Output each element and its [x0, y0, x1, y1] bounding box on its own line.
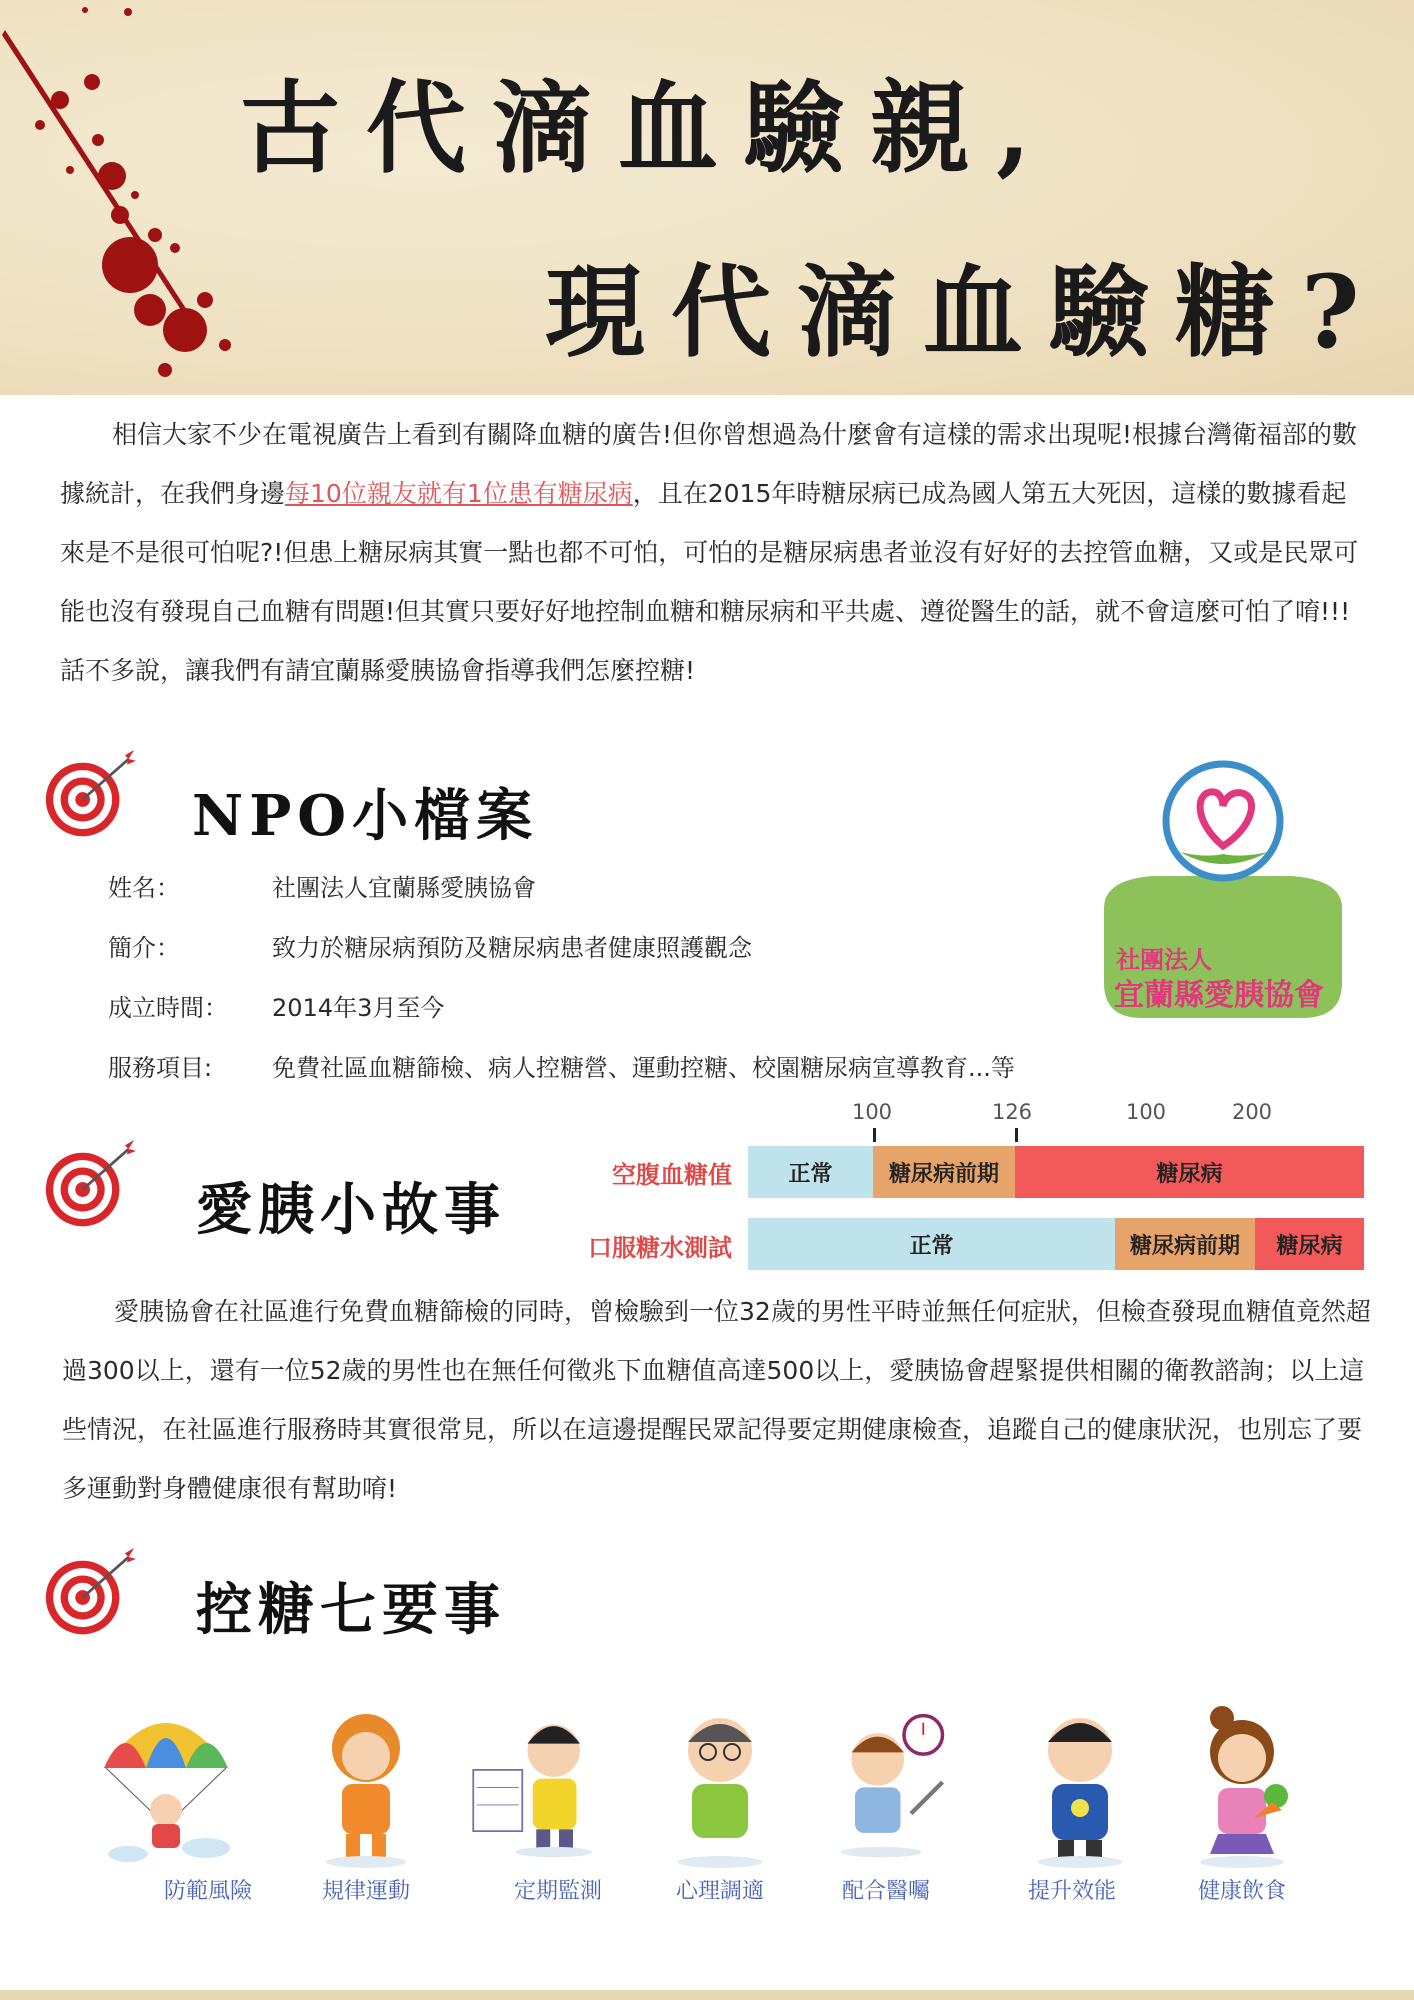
- parachute-figure-icon: [96, 1698, 236, 1868]
- medical-advice-figure-icon: [820, 1698, 960, 1868]
- tick-mark: [873, 1128, 876, 1142]
- caption-regular-exercise: 規律運動: [321, 1879, 411, 1904]
- title-line-1: 古代滴血驗親,: [240, 69, 1057, 187]
- npo-label-founded: 成立時間：: [108, 994, 228, 1022]
- bar-seg-ogtt-diabetes: 糖尿病: [1255, 1218, 1364, 1270]
- series-label-fasting: 空腹血糖值: [612, 1161, 732, 1189]
- story-text: 愛胰協會在社區進行免費血糖篩檢的同時，曾檢驗到一位32歲的男性平時並無任何症狀，但檢查發現血糖值竟然超過300以上，還有一位52歲的男性也在無任何徵兆下血糖值高達500以上，愛胰協會趕緊提供相關的衛教諮詢；以上這些情況，在社區進行服務時其實很常見，所以在這邊提醒民眾記得要定期健康檢查，追蹤自己的健康狀況，也別忘了要多運動對身體健康很有幫助唷!: [62, 1297, 1371, 1503]
- tick-mark: [1015, 1128, 1018, 1142]
- tick-label: 100: [851, 1100, 893, 1124]
- caption-risk-prevention: 防範風險: [163, 1879, 253, 1904]
- story-paragraph: [62, 1282, 1382, 1518]
- bar-seg-fasting-diabetes: 糖尿病: [1015, 1146, 1364, 1198]
- monitoring-figure-icon: [468, 1698, 608, 1868]
- bar-ogtt: [748, 1218, 1364, 1270]
- blood-splatter-icon: [0, 0, 260, 390]
- story-heading: 愛胰小故事: [196, 1177, 506, 1243]
- npo-heading: NPO小檔案: [192, 783, 539, 849]
- logo-text-line1: 社團法人: [1116, 946, 1212, 974]
- healthy-diet-figure-icon: [1172, 1698, 1312, 1868]
- npo-logo: [1092, 758, 1354, 1023]
- npo-value-services: 免費社區血糖篩檢、病人控糖營、運動控糖、校園糖尿病宣導教育...等: [272, 1054, 1015, 1082]
- intro-text-2: ，且在2015年時糖尿病已成為國人第五大死因，這樣的數據看起來是不是很可怕呢?!但患上糖尿病其實一點也都不可怕，可怕的是糖尿病患者並沒有好好的去控管血糖，又或是民眾可能也沒有發現自己血糖有問題!但其實只要好好地控制血糖和糖尿病和平共處、遵從醫生的話，就不會這麼可怕了唷!!! 話不多說，讓我們有請宜蘭縣愛胰協會指導我們怎麼控糖!: [60, 479, 1359, 685]
- caption-regular-monitoring: 定期監測: [513, 1879, 603, 1904]
- bar-fasting: [748, 1146, 1364, 1198]
- tick-label: 126: [991, 1100, 1033, 1124]
- mental-figure-icon: [650, 1698, 790, 1868]
- tick-label: 200: [1231, 1100, 1273, 1124]
- caption-mental-adjustment: 心理調適: [675, 1879, 765, 1904]
- npo-label-name: 姓名：: [108, 874, 180, 902]
- caption-improve-efficacy: 提升效能: [1027, 1879, 1117, 1904]
- target-icon: [44, 1138, 136, 1230]
- seven-heading: 控糖七要事: [196, 1577, 506, 1643]
- bar-seg-ogtt-normal: 正常: [748, 1218, 1115, 1270]
- efficiency-figure-icon: [1010, 1698, 1150, 1868]
- bar-seg-fasting-pre: 糖尿病前期: [873, 1146, 1015, 1198]
- target-icon: [44, 1546, 136, 1638]
- intro-paragraph: [60, 405, 1360, 700]
- logo-text-line2: 宜蘭縣愛胰協會: [1114, 978, 1324, 1013]
- bar-seg-fasting-normal: 正常: [748, 1146, 873, 1198]
- intro-text-1: 相信大家不少在電視廣告上看到有關降血糖的廣告!但你曾想過為什麼會有這樣的需求出現呢!根據台灣衛福部的數據統計，在我們身邊: [60, 420, 1358, 508]
- bottom-divider: [0, 1990, 1414, 2000]
- intro-highlight: 每10位親友就有1位患有糖尿病: [285, 479, 633, 508]
- npo-label-services: 服務項目:: [108, 1054, 213, 1082]
- exercise-figure-icon: [296, 1698, 436, 1868]
- bar-seg-ogtt-pre: 糖尿病前期: [1115, 1218, 1255, 1270]
- npo-value-name: 社團法人宜蘭縣愛胰協會: [272, 874, 536, 902]
- tick-label: 100: [1125, 1100, 1167, 1124]
- npo-label-intro: 簡介：: [108, 934, 180, 962]
- npo-value-founded: 2014年3月至今: [272, 994, 445, 1022]
- npo-value-intro: 致力於糖尿病預防及糖尿病患者健康照護觀念: [272, 934, 752, 962]
- caption-follow-doctor: 配合醫囑: [841, 1879, 931, 1904]
- target-icon: [44, 748, 136, 840]
- caption-healthy-diet: 健康飲食: [1197, 1879, 1287, 1904]
- series-label-ogtt: 口服糖水測試: [588, 1234, 732, 1262]
- title-line-2: 現代滴血驗糖?: [545, 253, 1386, 371]
